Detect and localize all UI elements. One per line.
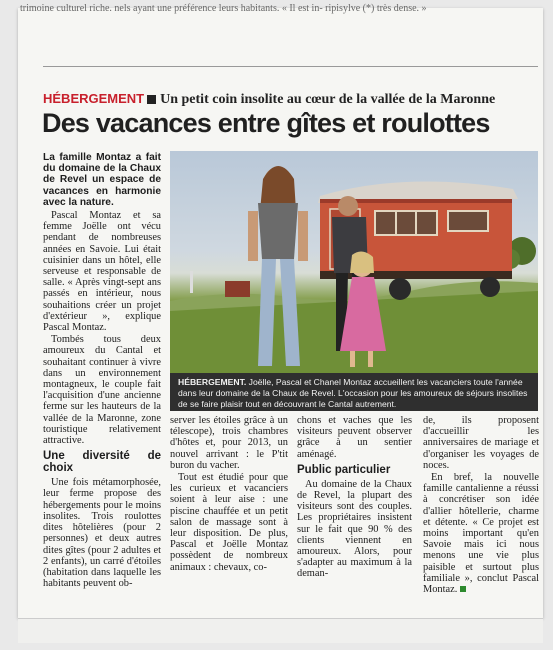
rule-line	[43, 66, 538, 67]
paragraph	[423, 472, 539, 595]
square-bullet-icon	[147, 95, 156, 104]
lead-paragraph: La famille Montaz a fait du domaine de la Chaux de Revel un espace de vacances en harmonie avec la nature.	[43, 152, 161, 208]
column-4	[423, 415, 539, 596]
column-2	[170, 415, 288, 574]
kicker-text: Un petit coin insolite au cœur de la vallée de la Maronne	[160, 92, 496, 107]
photo-illustration	[170, 151, 538, 373]
end-of-article-icon	[460, 586, 466, 592]
paragraph: Pascal Montaz et sa femme Joëlle ont vécu pendant de nombreuses années en Savoie. Lui était cuisinier dans un hôtel, elle serveuse et responsable de salle. « Après vingt-sept ans passés en intérieur, nous souhaitions créer un projet d'extérieur », explique Pascal Montaz.	[43, 210, 161, 334]
column-3	[297, 415, 412, 581]
headline: Des vacances entre gîtes et roulottes	[42, 108, 490, 138]
article-kicker	[43, 91, 543, 108]
subheading: Une diversité de choix	[43, 450, 161, 475]
paragraph: server les étoiles grâce à un télescope), trois chambres d'hôtes et, pour 2013, un nouvel arrivant : le P'tit buron du vacher.	[170, 415, 288, 471]
paragraph: Tombés tous deux amoureux du Cantal et souhaitant continuer à vivre dans un environnement montagneux, le couple fait l'acquisition d'une ancienne ferme sur les hauteurs de la vallée de la Maronne, zone touristique relativement attractive.	[43, 334, 161, 447]
section-label: HÉBERGEMENT	[43, 91, 145, 106]
subheading: Public particulier	[297, 463, 391, 476]
previous-article-strip: trimoine culturel riche. nels ayant une préférence leurs habitants. « Il est in- ripisylve (*) très dense. »	[20, 3, 427, 14]
caption-text: Joëlle, Pascal et Chanel Montaz accueillent les vacanciers toute l'année dans leur domaine de la Chaux de Revel. L'occasion pour les amoureux de séjours insolites de se faire plaisir tout en découvrant le Cantal autrement.	[178, 377, 528, 409]
page-bottom-edge	[18, 618, 543, 643]
article-photo	[170, 151, 538, 373]
paragraph: chons et vaches que les visiteurs peuvent observer grâce à un sentier aménagé.	[297, 415, 412, 460]
paragraph: de, ils proposent d'accueillir les anniversaires de mariage et d'organiser les voyages de noces.	[423, 415, 539, 471]
photo-caption	[170, 373, 538, 411]
paragraph: Tout est étudié pour que les curieux et vacanciers soient à leur aise : une piscine chauffée et un petit salon de massage sont à leur disposition. De plus, Pascal et Joëlle Montaz possèdent de nombreux animaux : chevaux, co-	[170, 472, 288, 573]
paragraph: Au domaine de la Chaux de Revel, la plupart des visiteurs sont des couples. Les propriétaires insistent sur le fait que 90 % des clients viennent en amoureux. Alors, pour s'adapter au maximum à la deman-	[297, 478, 412, 580]
paragraph: Une fois métamorphosée, leur ferme propose des hébergements pour le moins insolites. Trois roulottes dites hôtelières (pour 2 personnes) et deux autres dites gîtes (pour 2 adultes et 2 enfants), un carré d'étoiles (habitation dans laquelle les habitants peuvent ob-	[43, 477, 161, 590]
column-1	[43, 152, 161, 590]
paragraph-text: En bref, la nouvelle famille cantalienne a réussi à concrétiser son idée d'allier hôtellerie, charme et détente. « Ce projet est moins important qu'en Savoie mais ici nous menons une vie plus paisible et surtout plus familiale », conclut Pascal Montaz.	[423, 472, 539, 596]
caption-label: HÉBERGEMENT.	[178, 377, 247, 387]
